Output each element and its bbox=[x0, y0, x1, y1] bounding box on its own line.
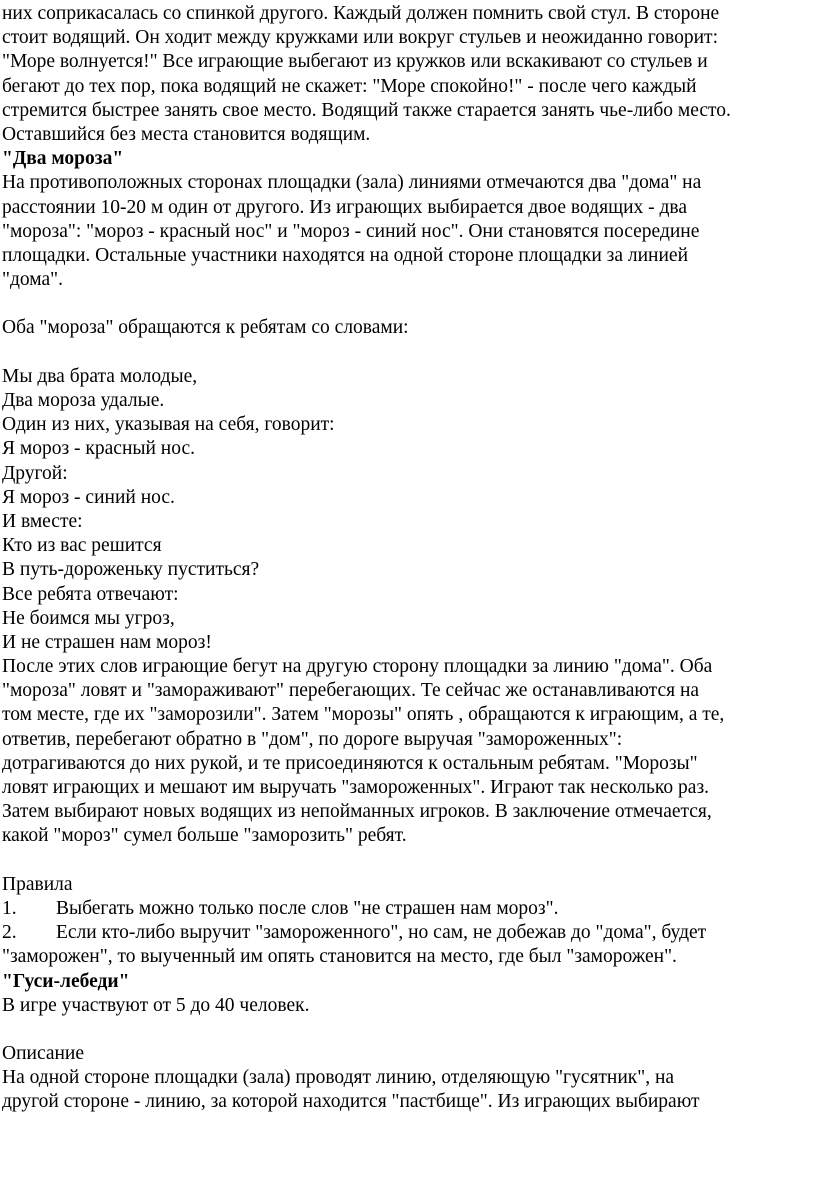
rules-title: Правила bbox=[2, 873, 73, 895]
text-line: "Море волнуется!" Все играющие выбегают из кружков или вскакивают со стульев и bbox=[2, 51, 708, 73]
text-line: них соприкасалась со спинкой другого. Каждый должен помнить свой стул. В стороне bbox=[2, 3, 720, 24]
verse-line: Я мороз - синий нос. bbox=[2, 486, 175, 508]
text-line: бегают до тех пор, пока водящий не скажет: "Море спокойно!" - после чего каждый bbox=[2, 75, 697, 97]
paragraph-participants: В игре участвуют от 5 до 40 человек. bbox=[2, 994, 310, 1016]
text-line: дотрагиваются до них рукой, и те присоединяются к остальным ребятам. "Морозы" bbox=[2, 752, 698, 774]
rules-item-2 bbox=[2, 921, 808, 945]
text-line: площадки. Остальные участники находятся на одной стороне площадки за линией bbox=[2, 244, 689, 266]
blank-line bbox=[2, 341, 808, 365]
paragraph-frosts-address: Оба "мороза" обращаются к ребятам со словами: bbox=[2, 317, 409, 339]
verse-line: В путь-дороженьку пуститься? bbox=[2, 559, 260, 581]
list-text: Выбегать можно только после слов "не страшен нам мороз". bbox=[56, 897, 559, 919]
text-line: На противоположных сторонах площадки (зала) линиями отмечаются два "дома" на bbox=[2, 172, 702, 194]
text-line: На одной стороне площадки (зала) проводят линию, отделяющую "гусятник", на bbox=[2, 1067, 675, 1089]
rules-item-1 bbox=[2, 897, 808, 921]
text-line: Затем выбирают новых водящих из непойманных игроков. В заключение отмечается, bbox=[2, 801, 712, 823]
text-line: стремится быстрее занять свое место. Водящий также старается занять чье-либо место. bbox=[2, 99, 731, 121]
rules-section bbox=[2, 873, 808, 970]
text-line: расстоянии 10-20 м один от другого. Из играющих выбирается двое водящих - два bbox=[2, 196, 688, 218]
verse-line: Кто из вас решится bbox=[2, 535, 162, 557]
verse-line: Я мороз - красный нос. bbox=[2, 438, 196, 460]
text-line: том месте, где их "заморозили". Затем "морозы" опять , обращаются к играющим, а те, bbox=[2, 704, 725, 726]
description-section bbox=[2, 1042, 808, 1115]
text-line: "мороза": "мороз - красный нос" и "мороз - синий нос". Они становятся посередине bbox=[2, 220, 700, 242]
verse-line: Другой: bbox=[2, 462, 68, 484]
list-text: Если кто-либо выручит "замороженного", но сам, не добежав до "дома", будет bbox=[56, 922, 707, 944]
rules-item-2-continuation: "заморожен", то выученный им опять становится на место, где был "заморожен". bbox=[2, 946, 677, 968]
paragraph-sea-game-ending bbox=[2, 2, 808, 147]
text-line: другой стороне - линию, за которой находится "пастбище". Из играющих выбирают bbox=[2, 1091, 700, 1113]
verse-line: Два мороза удалые. bbox=[2, 390, 165, 411]
list-number: 1. bbox=[2, 897, 17, 919]
text-line: Оставшийся без места становится водящим. bbox=[2, 123, 371, 145]
description-title: Описание bbox=[2, 1043, 85, 1065]
verse-line: И не страшен нам мороз! bbox=[2, 631, 212, 653]
heading-geese-swans: "Гуси-лебеди" bbox=[2, 970, 130, 992]
blank-line bbox=[2, 1018, 808, 1042]
verse-line: Все ребята отвечают: bbox=[2, 583, 179, 605]
text-line: ответив, перебегают обратно в "дом", по дороге выручая "замороженных": bbox=[2, 728, 623, 750]
verse-block bbox=[2, 365, 808, 655]
list-number: 2. bbox=[2, 922, 17, 944]
blank-line bbox=[2, 849, 808, 873]
text-line: "мороза" ловят и "замораживают" перебегающих. Те сейчас же останавливаются на bbox=[2, 680, 700, 702]
verse-line: Не боимся мы угроз, bbox=[2, 607, 175, 629]
blank-line bbox=[2, 292, 808, 316]
paragraph-two-frosts-setup bbox=[2, 171, 808, 292]
text-line: какой "мороз" сумел больше "заморозить" ребят. bbox=[2, 825, 407, 847]
text-line: ловят играющих и мешают им выручать "замороженных". Играют так несколько раз. bbox=[2, 777, 710, 798]
verse-line: Мы два брата молодые, bbox=[2, 365, 198, 387]
verse-line: Один из них, указывая на себя, говорит: bbox=[2, 414, 335, 436]
verse-line: И вместе: bbox=[2, 510, 83, 532]
text-line: стоит водящий. Он ходит между кружками или вокруг стульев и неожиданно говорит: bbox=[2, 27, 718, 49]
paragraph-game-flow bbox=[2, 655, 808, 849]
text-line: После этих слов играющие бегут на другую сторону площадки за линию "дома". Оба bbox=[2, 656, 713, 678]
heading-two-frosts: "Два мороза" bbox=[2, 148, 124, 170]
text-line: "дома". bbox=[2, 269, 63, 291]
